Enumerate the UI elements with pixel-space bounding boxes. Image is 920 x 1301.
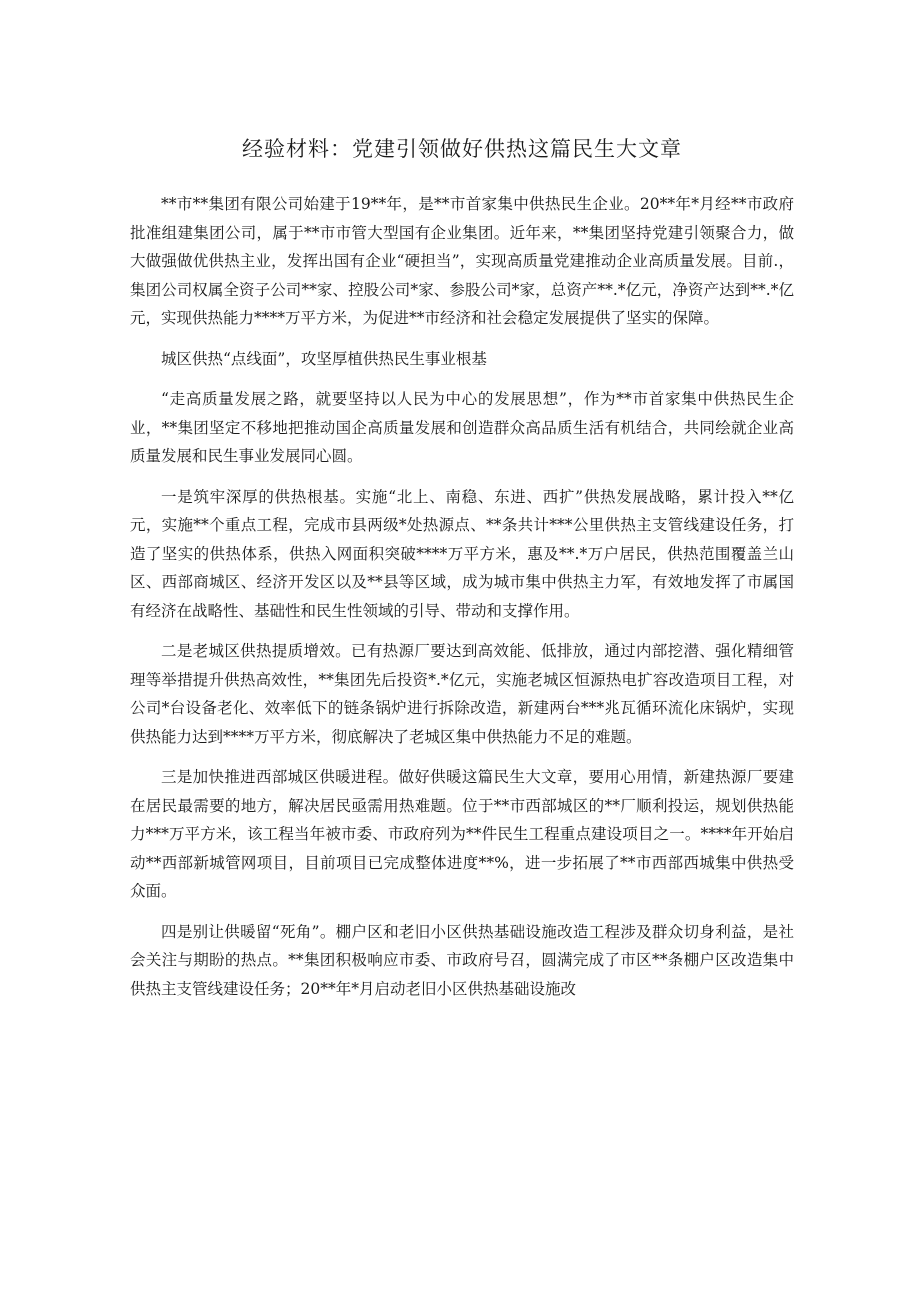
paragraph-point-1: 一是筑牢深厚的供热根基。实施“北上、南稳、东进、西扩”供热发展战略，累计投入**亿元，实施**个重点工程，完成市县两级*处热源点、**条共计***公里供热主支管线建设任务，打造了坚实的供热体系，供热入网面积突破****万平方米，惠及**.*万户居民，供热范围覆盖兰山区、西部商城区、经济开发区以及**县等区域，成为城市集中供热主力军，有效地发挥了市属国有经济在战略性、基础性和民生性领域的引导、带动和支撑作用。 — [130, 487, 794, 620]
paragraph-point-3: 三是加快推进西部城区供暖进程。做好供暖这篇民生大文章，要用心用情，新建热源厂要建在居民最需要的地方，解决居民亟需用热难题。位于**市西部城区的**厂顺利投运，规划供热能力***万平方米，该工程当年被市委、市政府列为**件民生工程重点建设项目之一。****年开始启动**西部新城管网项目，目前项目已完成整体进度**%，进一步拓展了**市西部西城集中供热受众面。 — [130, 768, 794, 900]
paragraph-point-2: 二是老城区供热提质增效。已有热源厂要达到高效能、低排放，通过内部挖潜、强化精细管理等举措提升供热高效性，**集团先后投资*.*亿元，实施老城区恒源热电扩容改造项目工程，对公司*台设备老化、效率低下的链条锅炉进行拆除改造，新建两台***兆瓦循环流化床锅炉，实现供热能力达到****万平方米，彻底解决了老城区集中供热能力不足的难题。 — [130, 642, 794, 746]
section-heading: 城区供热“点线面”，攻坚厚植供热民生事业根基 — [161, 349, 487, 368]
paragraph-point-4: 四是别让供暖留“死角”。棚户区和老旧小区供热基础设施改造工程涉及群众切身利益，是社会关注与期盼的热点。**集团积极响应市委、市政府号召，圆满完成了市区**条棚户区改造集中供热主支管线建设任务；20**年*月启动老旧小区供热基础设施改 — [130, 922, 794, 998]
document-title: 经验材料：党建引领做好供热这篇民生大文章 — [242, 137, 682, 161]
paragraph-intro: **市**集团有限公司始建于19**年，是**市首家集中供热民生企业。20**年*月经**市政府批准组建集团公司，属于**市市管大型国有企业集团。近年来，**集团坚持党建引领聚合力，做大做强做优供热主业，发挥出国有企业“硬担当”，实现高质量党建推动企业高质量发展。目前.，集团公司权属全资子公司**家、控股公司*家、参股公司*家，总资产**.*亿元，净资产达到**.*亿元，实现供热能力****万平方米，为促进**市经济和社会稳定发展提供了坚实的保障。 — [130, 195, 794, 327]
paragraph-quote: “走高质量发展之路，就要坚持以人民为中心的发展思想”，作为**市首家集中供热民生企业，**集团坚定不移地把推动国企高质量发展和创造群众高品质生活有机结合，共同绘就企业高质量发展和民生事业发展同心圆。 — [130, 390, 794, 465]
